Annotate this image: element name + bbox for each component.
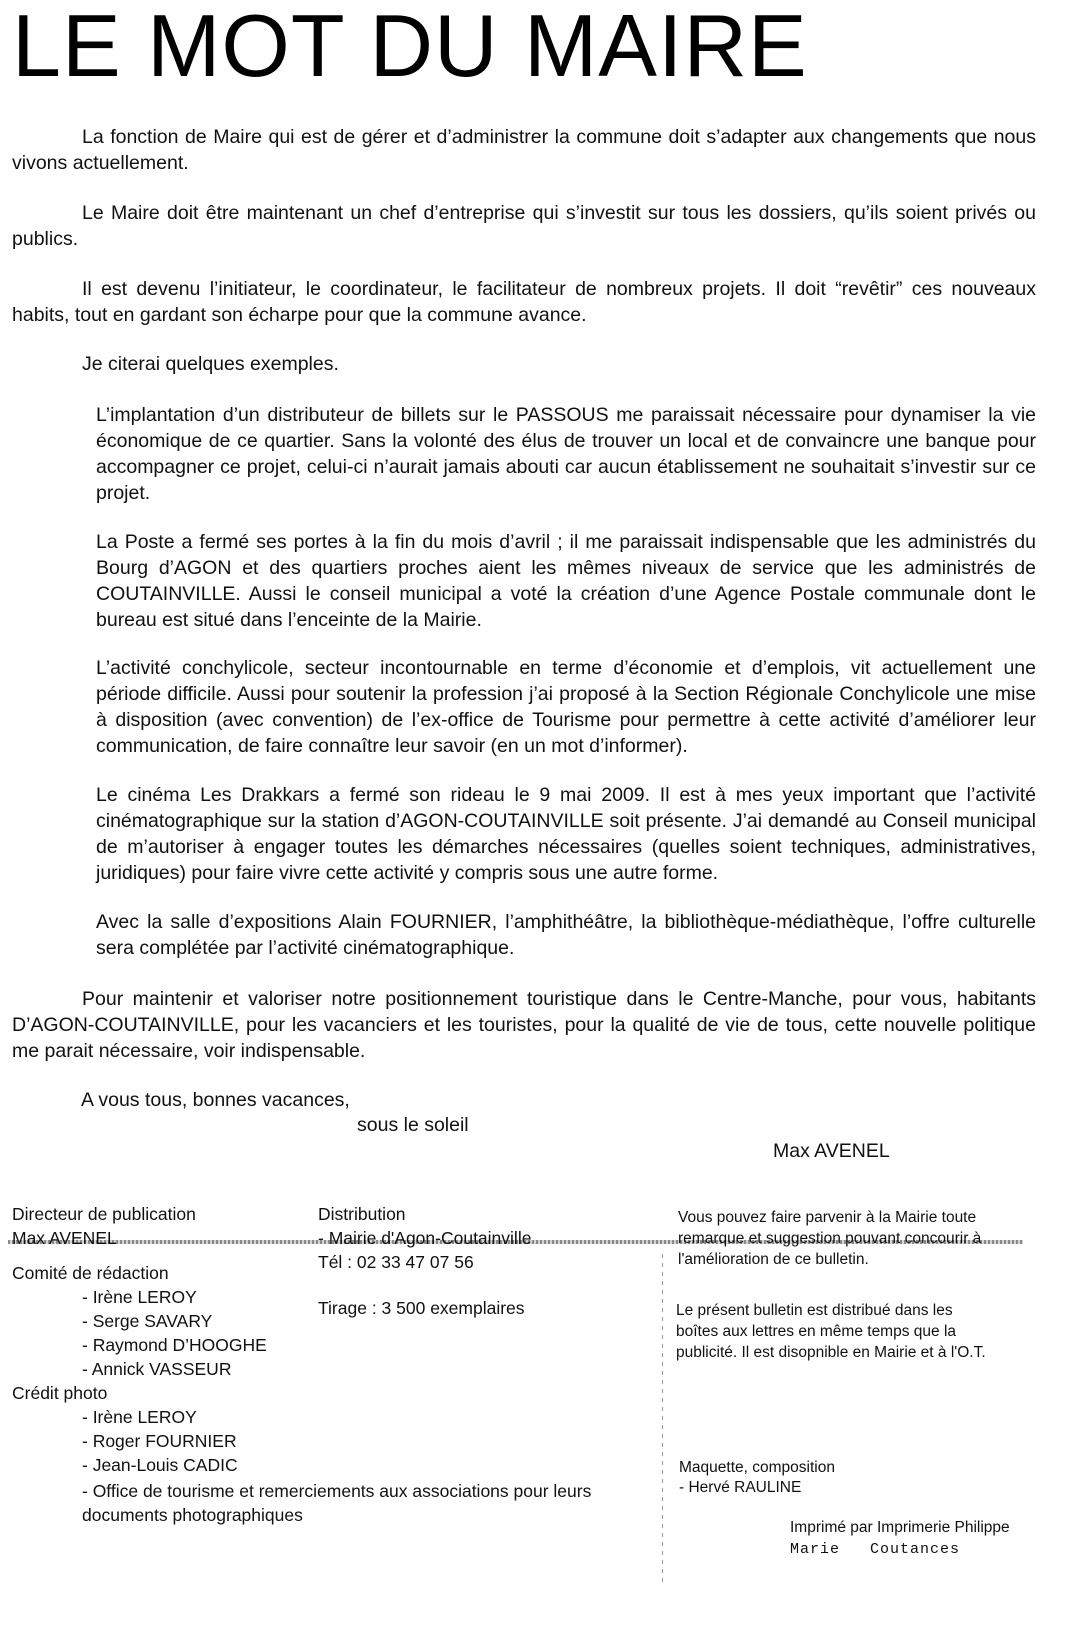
committee-label: Comité de rédaction bbox=[12, 1263, 169, 1283]
layout-name: - Hervé RAULINE bbox=[679, 1479, 802, 1496]
closing-greeting: A vous tous, bonnes vacances, bbox=[81, 1089, 350, 1111]
paragraph-initiator: Il est devenu l’initiateur, le coordinateur, le facilitateur de nombreux projets. Il doit “revêtir” ces nouveaux habits, tout en gardant son écharpe pour que la commune avance. bbox=[12, 278, 1036, 326]
paragraph-post-office: La Poste a fermé ses portes à la fin du mois d’avril ; il me paraissait indispensable que les administrés du Bourg d’AGON et des quartiers proches aient les mêmes niveaux de service que les administrés de COUTAINVILLE. Aussi le conseil municipal a voté la création d’une Agence Postale communale dont le bureau est situé dans l’enceinte de la Mairie. bbox=[96, 531, 1036, 631]
distribution-place: - Mairie d'Agon-Coutainville bbox=[318, 1228, 532, 1248]
photo-credit-name: - Roger FOURNIER bbox=[82, 1431, 237, 1451]
print-run: Tirage : 3 500 exemplaires bbox=[318, 1298, 525, 1318]
paragraph-atm: L’implantation d’un distributeur de billets sur le PASSOUS me paraissait nécessaire pour dynamiser la vie économique de ce quartier. Sans la volonté des élus de trouver un local et de convaincre une banque pour accompagner ce projet, celui-ci n’aurait jamais abouti car aucun établissement ne souhaitait s’investir sur ce projet. bbox=[96, 404, 1036, 504]
signature: Max AVENEL bbox=[773, 1140, 890, 1162]
distribution-label: Distribution bbox=[318, 1204, 406, 1224]
footer-column-divider bbox=[662, 1254, 663, 1584]
photo-credit-name: - Irène LEROY bbox=[82, 1407, 197, 1427]
committee-member: - Annick VASSEUR bbox=[82, 1359, 232, 1379]
paragraph-shellfish: L’activité conchylicole, secteur incontournable en terme d’économie et d’emplois, vit actuellement une période difficile. Aussi pour soutenir la profession j’ai proposé à la Section Régionale Conchylicole une mise à disposition (avec convention) de l’ex-office de Tourisme pour permettre à cette activité d’améliorer leur communication, de faire connaître leur savoir (en un mot d’informer). bbox=[96, 657, 1036, 757]
paragraph-cinema: Le cinéma Les Drakkars a fermé son rideau le 9 mai 2009. Il est à mes yeux important que l’activité cinématographique sur la station d’AGON-COUTAINVILLE soit présente. J’ai demandé au Conseil municipal de m’autoriser à engager toutes les démarches nécessaires (quelles soient techniques, administratives, juridiques) pour faire vivre cette activité y compris sous une autre forme. bbox=[96, 784, 1036, 884]
committee-member: - Irène LEROY bbox=[82, 1287, 197, 1307]
committee-member: - Raymond D’HOOGHE bbox=[82, 1335, 267, 1355]
director-name: Max AVENEL bbox=[12, 1228, 117, 1248]
director-label: Directeur de publication bbox=[12, 1204, 196, 1224]
distribution-phone: Tél : 02 33 47 07 56 bbox=[318, 1252, 474, 1272]
paragraph-tourism: Pour maintenir et valoriser notre positionnement touristique dans le Centre-Manche, pour vous, habitants D’AGON-COUTAINVILLE, pour les vacanciers et les touristes, pour la qualité de vie de tous, cette nouvelle politique me parait nécessaire, voir indispensable. bbox=[12, 988, 1036, 1062]
closing-sun: sous le soleil bbox=[357, 1114, 469, 1136]
photo-credit-label: Crédit photo bbox=[12, 1383, 108, 1403]
note-remarks: Vous pouvez faire parvenir à la Mairie toute remarque et suggestion pouvant concourir à l'amélioration de ce bulletin. bbox=[678, 1209, 982, 1268]
layout-label: Maquette, composition bbox=[679, 1459, 835, 1476]
committee-member: - Serge SAVARY bbox=[82, 1311, 213, 1331]
note-distribution: Le présent bulletin est distribué dans les boîtes aux lettres en même temps que la publicité. Il est disopnible en Mairie et à l'O.T. bbox=[676, 1302, 986, 1361]
paragraph-culture: Avec la salle d’expositions Alain FOURNIER, l’amphithéâtre, la bibliothèque-médiathèque, l’offre culturelle sera complétée par l’activité cinématographique. bbox=[96, 911, 1036, 959]
paragraph-examples-intro: Je citerai quelques exemples. bbox=[82, 353, 339, 375]
footer-distribution bbox=[318, 1202, 618, 1320]
photo-credit-name: - Jean-Louis CADIC bbox=[82, 1455, 238, 1475]
paragraph-role-of-mayor: La fonction de Maire qui est de gérer et d’administrer la commune doit s’adapter aux changements que nous vivons actuellement. bbox=[12, 126, 1036, 174]
page-title: LE MOT DU MAIRE bbox=[12, 0, 808, 95]
printer-line-1: Imprimé par Imprimerie Philippe bbox=[790, 1519, 1010, 1536]
printer-line-2: Marie Coutances bbox=[790, 1541, 961, 1558]
paragraph-business-leader: Le Maire doit être maintenant un chef d’entreprise qui s’investit sur tous les dossiers, qu’ils soient privés ou publics. bbox=[12, 202, 1036, 250]
photo-credit-note: - Office de tourisme et remerciements aux associations pour leurs documents photographiques bbox=[82, 1481, 592, 1525]
